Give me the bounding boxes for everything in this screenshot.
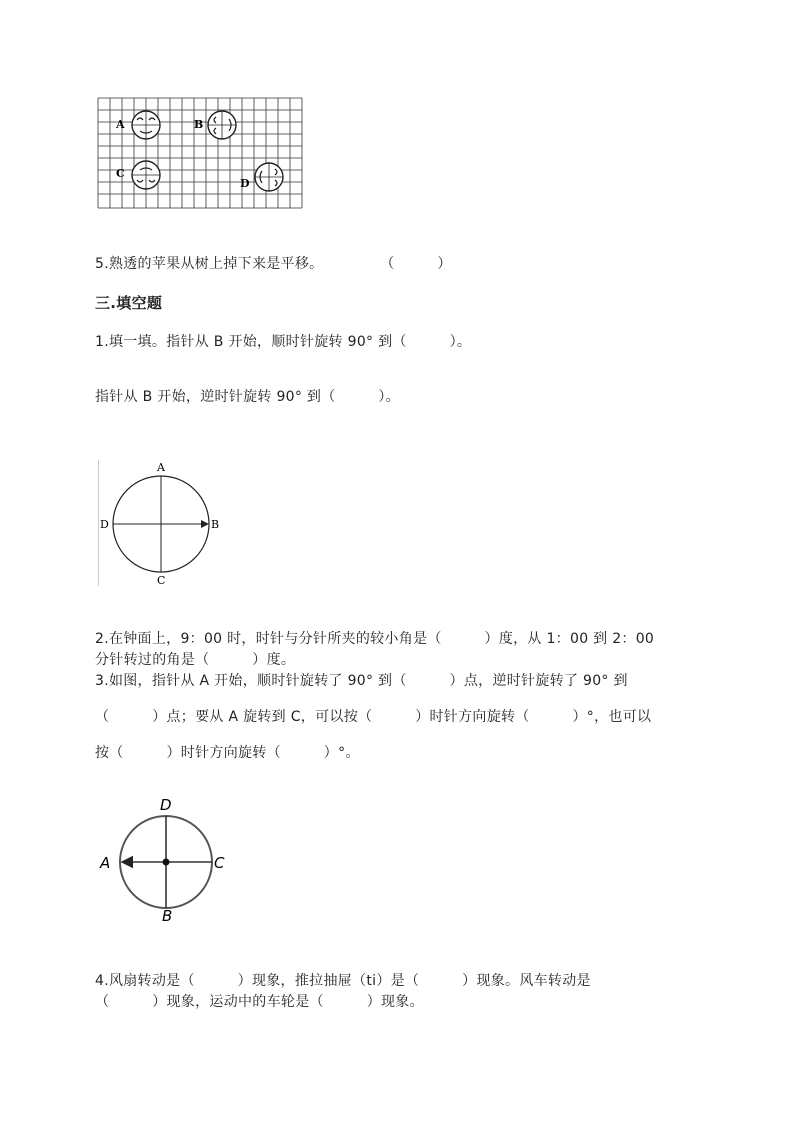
circle2-label-top: D [160,796,172,814]
question-1-line-2: 指针从 B 开始，逆时针旋转 90° 到（ ）。 [95,389,401,405]
question-4-line-2: （ ）现象，运动中的车轮是（ ）现象。 [95,994,424,1010]
circle2-label-bottom: B [162,907,173,925]
circle1-label-left: D [100,518,109,531]
label-d: D [240,177,250,190]
circle-diagram-2 [98,795,238,925]
circle1-label-bottom: C [157,574,166,587]
circle2-label-left: A [100,854,111,872]
section-title: 三.填空题 [95,294,163,312]
circle-diagram-1 [98,460,228,590]
question-5 [95,253,452,273]
question-3-line-2: （ ）点；要从 A 旋转到 C，可以按（ ）时针方向旋转（ ）°，也可以 [95,709,652,725]
question-2-line-1: 2.在钟面上，9：00 时，时针与分针所夹的较小角是（ ）度，从 1：00 到 2：00 [95,631,655,647]
circle1-label-top: A [157,461,165,474]
answer-paren: （ ） [380,256,452,272]
circle2-label-right: C [214,854,225,872]
question-4-line-1: 4.风扇转动是（ ）现象，推拉抽屉（ti）是（ ）现象。风车转动是 [95,973,591,989]
label-b: B [194,118,204,131]
question-3-line-3: 按（ ）时针方向旋转（ ）°。 [95,745,360,761]
question-2-line-2: 分针转过的角是（ ）度。 [95,652,296,668]
label-c: C [116,167,125,180]
question-5-text: 5.熟透的苹果从树上掉下来是平移。 [95,256,324,272]
face-c [116,161,160,189]
face-b [194,111,236,139]
label-a: A [116,118,125,131]
question-3-line-1: 3.如图，指针从 A 开始，顺时针旋转了 90° 到（ ）点，逆时针旋转了 90° 到 [95,673,628,689]
circle1-label-right: B [211,518,220,531]
grid-figure [98,98,302,210]
face-d [240,163,283,191]
question-1-line-1: 1.填一填。指针从 B 开始，顺时针旋转 90° 到（ ）。 [95,334,472,350]
